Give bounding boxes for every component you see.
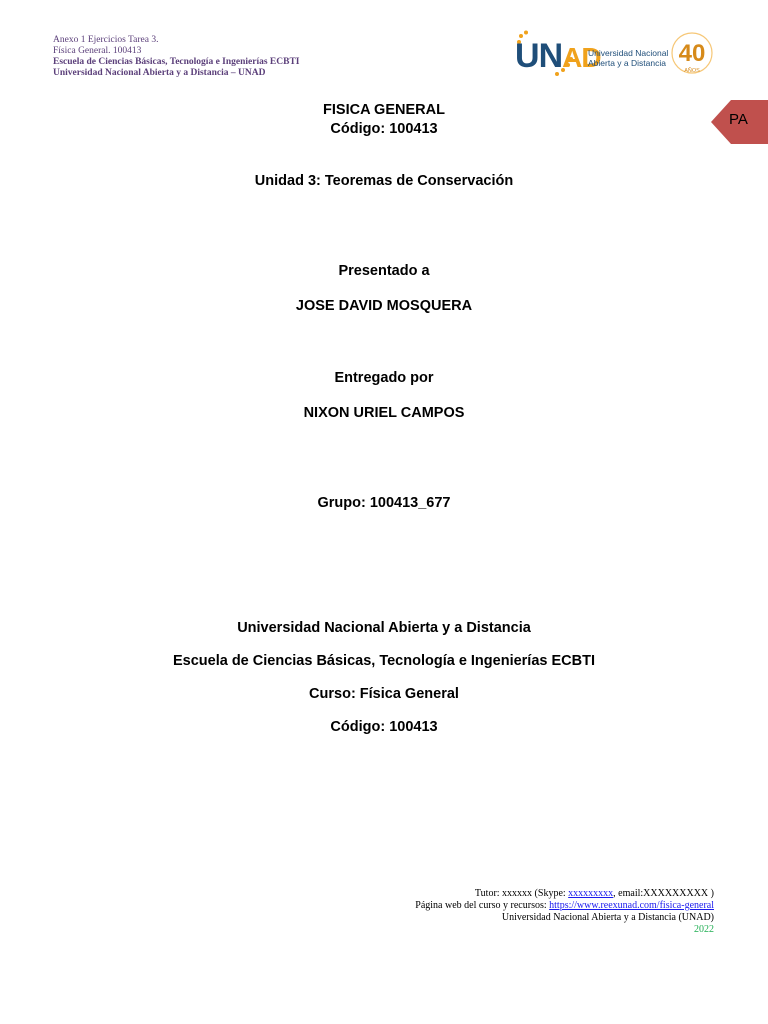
footer-tutor-prefix: Tutor: xxxxxx (Skype: bbox=[474, 888, 569, 899]
logo-name-line1: Universidad Nacional bbox=[588, 48, 669, 58]
footer-university: Universidad Nacional Abierta y a Distancia (UNAD) bbox=[501, 912, 714, 923]
header-line-school: Escuela de Ciencias Básicas, Tecnología e Ingenierías ECBTI bbox=[53, 57, 300, 67]
footer-course-web-link[interactable]: https://www.reexunad.com/fisica-general bbox=[549, 900, 714, 911]
footer-year: 2022 bbox=[694, 924, 714, 935]
document-header bbox=[53, 35, 300, 79]
document-footer bbox=[415, 888, 714, 936]
delivered-by-label: Entregado por bbox=[334, 370, 434, 386]
unit-title: Unidad 3: Teoremas de Conservación bbox=[254, 173, 514, 189]
header-line-course: Física General. 100413 bbox=[53, 46, 142, 56]
header-line-annex: Anexo 1 Ejercicios Tarea 3. bbox=[53, 35, 159, 45]
header-line-university: Universidad Nacional Abierta y a Distancia – UNAD bbox=[53, 68, 266, 78]
course-title: FISICA GENERAL bbox=[323, 102, 445, 118]
delivered-by-name: NIXON URIEL CAMPOS bbox=[303, 405, 465, 421]
footer-web-line bbox=[415, 900, 714, 912]
footer-tutor-line bbox=[415, 888, 714, 900]
presented-to-name: JOSE DAVID MOSQUERA bbox=[295, 298, 473, 314]
course-code-footer: Código: 100413 bbox=[330, 719, 438, 735]
footer-tutor-suffix: , email:XXXXXXXXX ) bbox=[613, 888, 714, 899]
course-code: Código: 100413 bbox=[330, 121, 438, 137]
school-name: Escuela de Ciencias Básicas, Tecnología e Ingenierías ECBTI bbox=[172, 653, 595, 669]
footer-web-prefix: Página web del curso y recursos: bbox=[415, 900, 550, 911]
logo-letter-n: N bbox=[538, 37, 563, 75]
unad-logo bbox=[513, 30, 713, 78]
logo-letters-ad: AD bbox=[562, 42, 601, 73]
footer-skype-link[interactable]: xxxxxxxxx bbox=[568, 888, 614, 899]
logo-university-name bbox=[588, 48, 668, 68]
pa-tag-label: PA bbox=[729, 111, 748, 128]
course-name: Curso: Física General bbox=[309, 686, 459, 702]
anniversary-40-icon bbox=[670, 30, 714, 76]
badge-number: 40 bbox=[678, 40, 706, 67]
presented-to-label: Presentado a bbox=[338, 263, 430, 279]
university-name: Universidad Nacional Abierta y a Distancia bbox=[237, 620, 531, 636]
logo-name-line2: Abierta y a Distancia bbox=[588, 58, 666, 68]
logo-letter-u: U bbox=[515, 37, 539, 75]
badge-word: AÑOS bbox=[684, 68, 700, 74]
group-number: Grupo: 100413_677 bbox=[317, 495, 451, 511]
